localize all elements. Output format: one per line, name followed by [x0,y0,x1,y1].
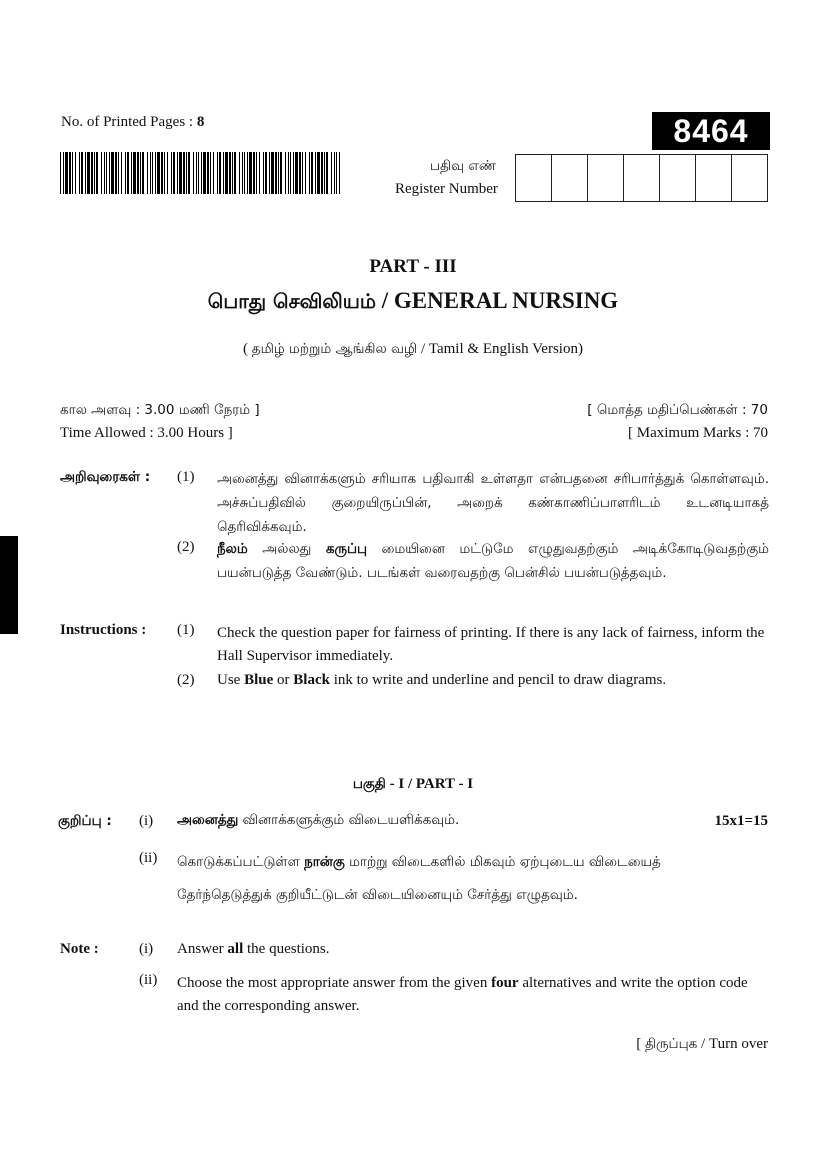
register-number-label: Register Number [395,181,498,197]
register-digit-box[interactable] [695,154,732,202]
time-allowed-tamil: கால அளவு : 3.00 மணி நேரம் ] [60,402,260,418]
note-english-1: Answer all the questions. [177,941,330,957]
max-marks: [ Maximum Marks : 70 [628,425,768,441]
section-title: பகுதி - I / PART - I [352,776,474,792]
register-digit-box[interactable] [515,154,552,202]
note-label: Note : [60,941,99,957]
instruction-english-1: Check the question paper for fairness of printing. If there is any lack of fairness, inform the Hall Supervisor immediately. [217,625,765,664]
instruction-number: (2) [177,672,195,688]
instruction-tamil-2: நீலம் அல்லது கருப்பு மையினை மட்டுமே எழுதுவதற்கும் அடிக்கோடிடுவதற்கும் பயன்படுத்த வேண்டும். படங்கள் வரைவதற்கு பென்சில் பயன்படுத்தவும். [217,541,769,581]
section-marks: 15x1=15 [714,813,768,829]
register-number-label-tamil: பதிவு எண் [430,158,497,174]
subject-title-english: GENERAL NURSING [393,288,619,313]
instructions-label: Instructions : [60,622,147,638]
instruction-number: (2) [177,539,195,555]
note-label-tamil: குறிப்பு : [58,813,112,829]
note-number: (i) [139,813,154,829]
version-note: ( தமிழ் மற்றும் ஆங்கில வழி / Tamil & English Version) [243,341,583,357]
note-number: (ii) [139,972,158,988]
note-tamil-1: அனைத்து வினாக்களுக்கும் விடையளிக்கவும். [177,812,460,828]
instructions-label-tamil: அறிவுரைகள் : [60,469,151,485]
barcode-image [60,152,340,194]
register-number-boxes[interactable] [515,154,768,202]
register-digit-box[interactable] [731,154,768,202]
side-margin-marker [0,536,18,634]
max-marks-tamil: [ மொத்த மதிப்பெண்கள் : 70 [587,402,768,418]
note-number: (i) [139,941,154,957]
note-english-2: Choose the most appropriate answer from the given four alternatives and write the option code and the corresponding answer. [177,975,748,1014]
instruction-number: (1) [177,469,195,485]
register-digit-box[interactable] [623,154,660,202]
subject-title-tamil: பொது செவிலியம் [207,289,377,313]
subject-title: பொது செவிலியம் / GENERAL NURSING [207,288,619,313]
paper-code-badge: 8464 [652,112,770,150]
register-digit-box[interactable] [659,154,696,202]
register-digit-box[interactable] [551,154,588,202]
note-tamil-2: கொடுக்கப்பட்டுள்ள நான்கு மாற்று விடைகளில் மிகவும் ஏற்புடைய விடையைத் தேர்ந்தெடுத்துக் குறியீட்டுடன் விடையினையும் சேர்த்து எழுதவும். [177,854,661,903]
part-title: PART - III [369,256,457,277]
note-number: (ii) [139,850,158,866]
printed-pages-count: No. of Printed Pages : 8 [61,114,205,130]
instruction-english-2: Use Blue or Black ink to write and underline and pencil to draw diagrams. [217,672,667,688]
instruction-tamil-1: அனைத்து வினாக்களும் சரியாக பதிவாகி உள்ளதா என்பதனை சரிபார்த்துக் கொள்ளவும். அச்சுப்பதிவில் குறையிருப்பின், அறைக் கண்காணிப்பாளரிடம் உடனடியாகத் தெரிவிக்கவும். [217,471,769,535]
register-digit-box[interactable] [587,154,624,202]
instruction-number: (1) [177,622,195,638]
turn-over-note: [ திருப்புக / Turn over [636,1036,768,1052]
time-allowed: Time Allowed : 3.00 Hours ] [60,425,233,441]
